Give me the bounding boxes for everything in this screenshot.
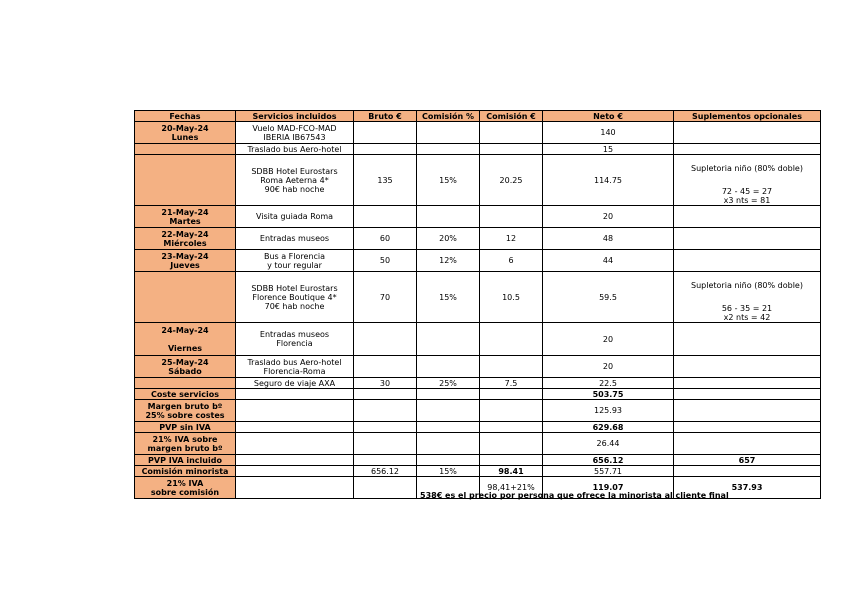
total-label: Comisión minorista xyxy=(135,466,236,477)
comision-eur-cell: 98,41+21% xyxy=(480,477,543,499)
table-row xyxy=(135,228,821,250)
empty-cell xyxy=(674,389,821,400)
service-cell: SDBB Hotel Eurostars Florence Boutique 4* 70€ hab noche xyxy=(236,272,354,323)
col-header-neto: Neto € xyxy=(543,111,674,122)
suplemento-cell xyxy=(674,356,821,378)
comision-eur-cell xyxy=(480,206,543,228)
comision-pct-cell xyxy=(417,206,480,228)
empty-cell xyxy=(674,433,821,455)
empty-cell xyxy=(236,477,354,499)
date-cell: 25-May-24 Sábado xyxy=(135,356,236,378)
neto-cell: 629.68 xyxy=(543,422,674,433)
empty-cell xyxy=(417,455,480,466)
date-cell: 21-May-24 Martes xyxy=(135,206,236,228)
comision-eur-cell: 12 xyxy=(480,228,543,250)
table-row xyxy=(135,323,821,356)
bruto-cell xyxy=(354,122,417,144)
service-cell: Entradas museos Florencia xyxy=(236,323,354,356)
date-cell: 20-May-24 Lunes xyxy=(135,122,236,144)
suplemento-cell xyxy=(674,122,821,144)
neto-cell: 20 xyxy=(543,356,674,378)
empty-cell xyxy=(480,455,543,466)
date-cell xyxy=(135,378,236,389)
comision-pct-cell xyxy=(417,356,480,378)
col-header-comision-eur: Comisión € xyxy=(480,111,543,122)
suplemento-cell xyxy=(674,378,821,389)
bruto-cell xyxy=(354,206,417,228)
total-row-coste xyxy=(135,389,821,400)
total-label: 21% IVA sobre margen bruto bº xyxy=(135,433,236,455)
neto-cell: 48 xyxy=(543,228,674,250)
empty-cell xyxy=(417,400,480,422)
empty-cell xyxy=(236,433,354,455)
suplemento-cell: 657 xyxy=(674,455,821,466)
empty-cell xyxy=(236,389,354,400)
comision-eur-cell xyxy=(480,122,543,144)
empty-cell xyxy=(417,433,480,455)
empty-cell xyxy=(354,400,417,422)
empty-cell xyxy=(417,389,480,400)
comision-pct-cell xyxy=(417,323,480,356)
suplemento-cell xyxy=(674,144,821,155)
table-row xyxy=(135,144,821,155)
neto-cell: 119.07 xyxy=(543,477,674,499)
suplemento-cell xyxy=(674,272,821,323)
empty-cell xyxy=(236,466,354,477)
comision-eur-cell: 98.41 xyxy=(480,466,543,477)
col-header-suplementos: Suplementos opcionales xyxy=(674,111,821,122)
suplemento-title: Supletoria niño (80% doble) xyxy=(691,281,803,290)
bruto-cell: 656.12 xyxy=(354,466,417,477)
total-row-margen xyxy=(135,400,821,422)
date-cell xyxy=(135,272,236,323)
table-row xyxy=(135,122,821,144)
empty-cell xyxy=(674,466,821,477)
bruto-cell xyxy=(354,144,417,155)
neto-cell: 15 xyxy=(543,144,674,155)
empty-cell xyxy=(354,389,417,400)
neto-cell: 22.5 xyxy=(543,378,674,389)
empty-cell xyxy=(480,433,543,455)
table-row xyxy=(135,206,821,228)
empty-cell xyxy=(674,400,821,422)
date-cell xyxy=(135,155,236,206)
empty-cell xyxy=(417,422,480,433)
service-cell: SDBB Hotel Eurostars Roma Aeterna 4* 90€ hab noche xyxy=(236,155,354,206)
service-cell: Visita guiada Roma xyxy=(236,206,354,228)
empty-cell xyxy=(354,455,417,466)
comision-pct-cell: 20% xyxy=(417,228,480,250)
empty-cell xyxy=(354,477,417,499)
total-row-pvp-iva xyxy=(135,455,821,466)
col-header-bruto: Bruto € xyxy=(354,111,417,122)
neto-cell: 20 xyxy=(543,206,674,228)
empty-cell xyxy=(674,422,821,433)
comision-eur-cell xyxy=(480,323,543,356)
neto-cell: 44 xyxy=(543,250,674,272)
suplemento-cell xyxy=(674,250,821,272)
comision-pct-cell: 12% xyxy=(417,250,480,272)
suplemento-calc: 72 - 45 = 27 x3 nts = 81 xyxy=(721,187,773,205)
neto-cell: 26.44 xyxy=(543,433,674,455)
empty-cell xyxy=(236,400,354,422)
bruto-cell xyxy=(354,323,417,356)
header-row xyxy=(135,111,821,122)
date-cell xyxy=(135,144,236,155)
total-label: PVP sin IVA xyxy=(135,422,236,433)
total-label: Margen bruto bº 25% sobre costes xyxy=(135,400,236,422)
bruto-cell: 30 xyxy=(354,378,417,389)
suplemento-cell xyxy=(674,206,821,228)
neto-cell: 20 xyxy=(543,323,674,356)
service-cell: Bus a Florencia y tour regular xyxy=(236,250,354,272)
bruto-cell: 70 xyxy=(354,272,417,323)
neto-cell: 59.5 xyxy=(543,272,674,323)
service-cell: Traslado bus Aero-hotel xyxy=(236,144,354,155)
suplemento-title: Supletoria niño (80% doble) xyxy=(691,164,803,173)
neto-cell: 503.75 xyxy=(543,389,674,400)
service-cell: Seguro de viaje AXA xyxy=(236,378,354,389)
empty-cell xyxy=(354,433,417,455)
suplemento-calc: 56 - 35 = 21 x2 nts = 42 xyxy=(721,304,773,322)
comision-pct-cell: 15% xyxy=(417,155,480,206)
bruto-cell: 135 xyxy=(354,155,417,206)
service-cell: Entradas museos xyxy=(236,228,354,250)
table-row xyxy=(135,378,821,389)
empty-cell xyxy=(354,422,417,433)
comision-eur-cell: 20.25 xyxy=(480,155,543,206)
neto-cell: 656.12 xyxy=(543,455,674,466)
comision-pct-cell: 25% xyxy=(417,378,480,389)
neto-cell: 140 xyxy=(543,122,674,144)
comision-pct-cell: 15% xyxy=(417,272,480,323)
date-cell: 23-May-24 Jueves xyxy=(135,250,236,272)
table-row xyxy=(135,155,821,206)
bruto-cell: 50 xyxy=(354,250,417,272)
comision-eur-cell xyxy=(480,356,543,378)
total-row-pvp-sin-iva xyxy=(135,422,821,433)
table-row xyxy=(135,250,821,272)
neto-cell: 557.71 xyxy=(543,466,674,477)
comision-pct-cell xyxy=(417,122,480,144)
bruto-cell: 60 xyxy=(354,228,417,250)
empty-cell xyxy=(236,422,354,433)
comision-eur-cell: 6 xyxy=(480,250,543,272)
total-row-iva-margen xyxy=(135,433,821,455)
comision-pct-cell: 15% xyxy=(417,466,480,477)
col-header-comision-pct: Comisión % xyxy=(417,111,480,122)
total-label: PVP IVA incluido xyxy=(135,455,236,466)
empty-cell xyxy=(236,455,354,466)
bruto-cell xyxy=(354,356,417,378)
col-header-fechas: Fechas xyxy=(135,111,236,122)
comision-eur-cell: 10.5 xyxy=(480,272,543,323)
neto-cell: 125.93 xyxy=(543,400,674,422)
total-label: 21% IVA sobre comisión xyxy=(135,477,236,499)
service-cell: Traslado bus Aero-hotel Florencia-Roma xyxy=(236,356,354,378)
total-label: Coste servicios xyxy=(135,389,236,400)
empty-cell xyxy=(480,389,543,400)
comision-pct-cell xyxy=(417,144,480,155)
comision-eur-cell xyxy=(480,144,543,155)
service-cell: Vuelo MAD-FCO-MAD IBERIA IB67543 xyxy=(236,122,354,144)
suplemento-cell xyxy=(674,228,821,250)
neto-cell: 114.75 xyxy=(543,155,674,206)
date-cell: 24-May-24 Viernes xyxy=(135,323,236,356)
table-row xyxy=(135,272,821,323)
suplemento-cell: 537.93 xyxy=(674,477,821,499)
col-header-servicios: Servicios incluidos xyxy=(236,111,354,122)
empty-cell xyxy=(480,422,543,433)
quote-table xyxy=(134,110,821,499)
comision-eur-cell: 7.5 xyxy=(480,378,543,389)
empty-cell xyxy=(480,400,543,422)
footnote: 538€ es el precio por persona que ofrece la minorista al cliente final xyxy=(420,491,729,500)
date-cell: 22-May-24 Miércoles xyxy=(135,228,236,250)
total-row-comision-minorista xyxy=(135,466,821,477)
table-row xyxy=(135,356,821,378)
suplemento-cell xyxy=(674,323,821,356)
suplemento-cell xyxy=(674,155,821,206)
